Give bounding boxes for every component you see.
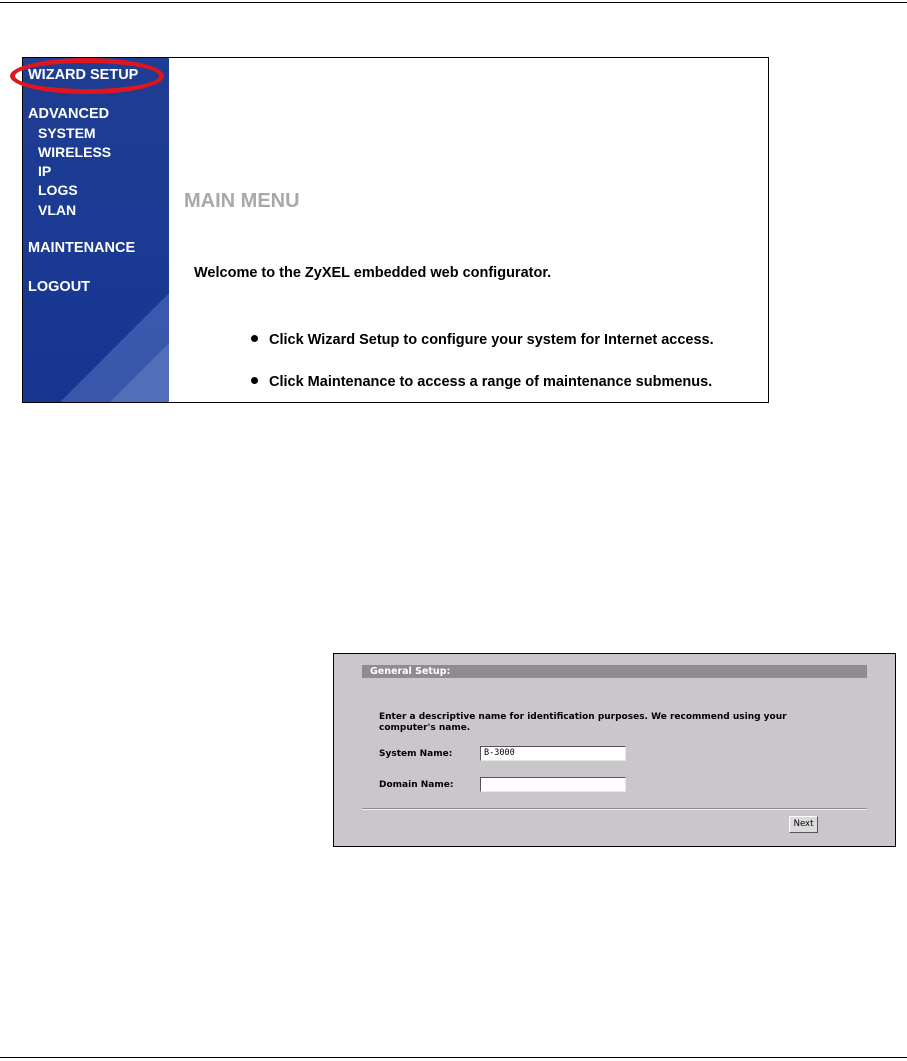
system-name-label: System Name: <box>379 749 453 759</box>
section-title-bar <box>362 665 867 678</box>
divider <box>362 808 867 810</box>
bullet-dot <box>251 335 258 342</box>
domain-name-input[interactable] <box>480 777 626 792</box>
welcome-text: Welcome to the ZyXEL embedded web configurator. <box>194 265 552 281</box>
domain-name-label: Domain Name: <box>379 780 454 790</box>
sidebar-item-maintenance[interactable]: MAINTENANCE <box>28 240 136 256</box>
bullet-dot <box>251 377 258 384</box>
sidebar-item-advanced[interactable]: ADVANCED <box>28 106 110 122</box>
bullet-text: Click Wizard Setup to configure your system for Internet access. <box>269 332 714 348</box>
sidebar-item-vlan[interactable]: VLAN <box>38 202 77 218</box>
general-setup-screenshot <box>333 653 896 847</box>
sidebar-item-wizard-setup[interactable]: WIZARD SETUP <box>28 67 139 83</box>
section-title: General Setup: <box>370 666 451 677</box>
page-bottom-rule <box>0 1057 907 1058</box>
sidebar <box>23 58 169 402</box>
system-name-input[interactable]: B-3000 <box>480 746 626 761</box>
sidebar-item-logs[interactable]: LOGS <box>38 182 78 198</box>
main-menu-screenshot <box>22 57 769 403</box>
bullet-maintenance <box>251 374 712 390</box>
next-button[interactable]: Next <box>789 816 818 833</box>
bullet-text: Click Maintenance to access a range of maintenance submenus. <box>269 374 713 390</box>
sidebar-item-logout[interactable]: LOGOUT <box>28 279 91 295</box>
sidebar-item-wireless[interactable]: WIRELESS <box>38 144 112 160</box>
setup-description: Enter a descriptive name for identification purposes. We recommend using your computer's name. <box>379 712 787 733</box>
bullet-wizard-setup <box>251 332 714 348</box>
sidebar-item-ip[interactable]: IP <box>38 163 52 179</box>
page-top-rule <box>0 2 907 3</box>
sidebar-item-system[interactable]: SYSTEM <box>38 125 96 141</box>
page-title: MAIN MENU <box>184 190 300 212</box>
highlight-ring-annotation <box>10 58 164 94</box>
